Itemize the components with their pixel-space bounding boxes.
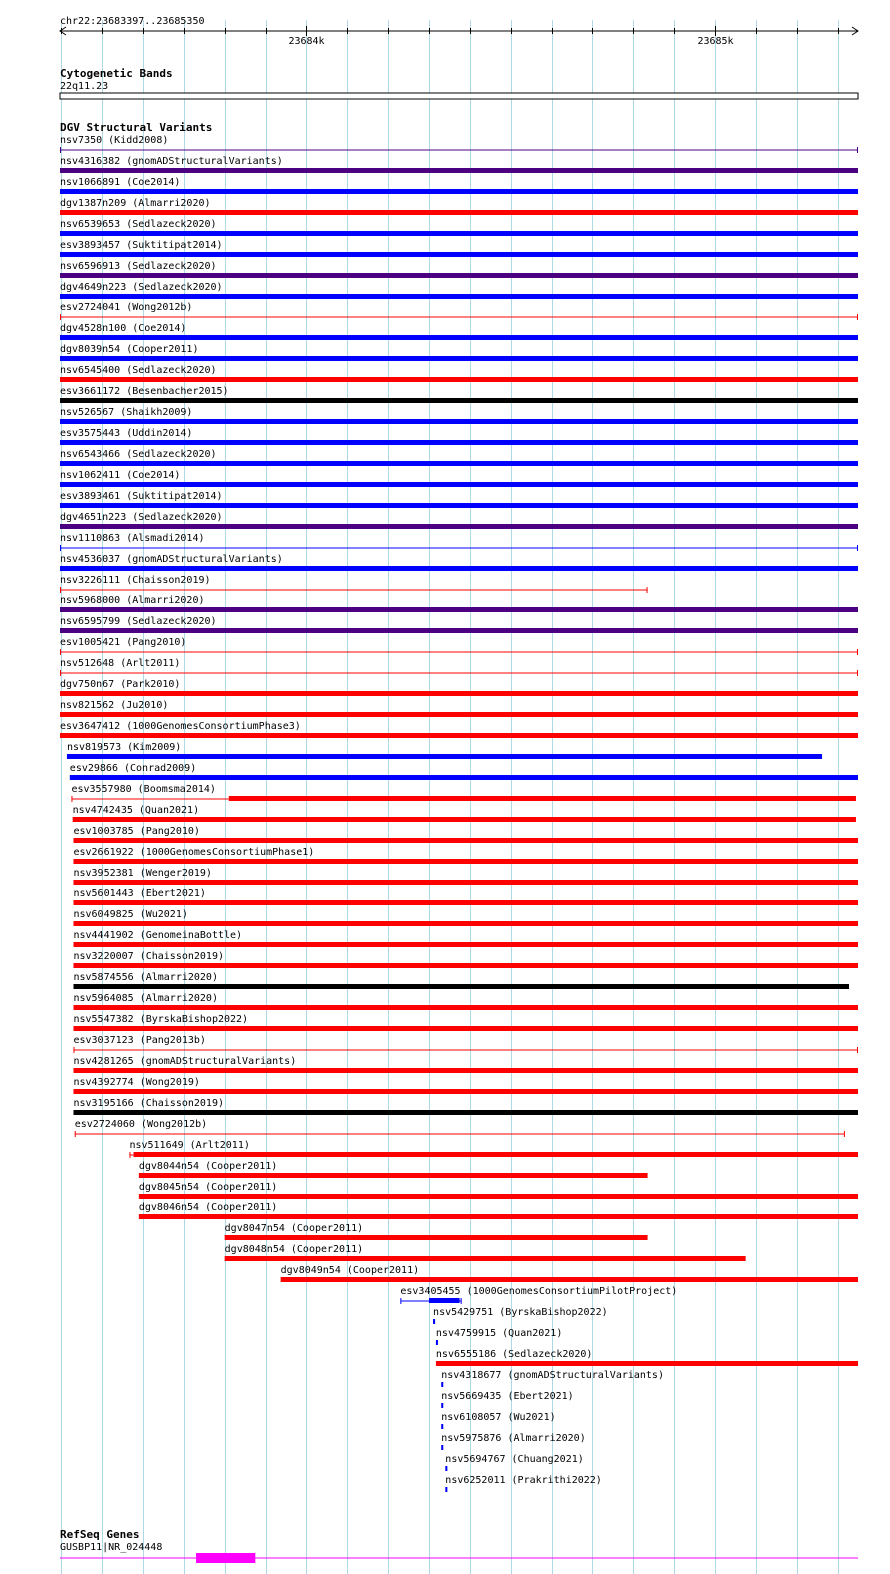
variant-item[interactable] (73, 1014, 858, 1031)
variant-label: nsv5968000 (Almarri2020) (60, 595, 205, 606)
variant-bar[interactable] (60, 335, 858, 340)
variant-label: esv1005421 (Pang2010) (60, 637, 187, 648)
variant-item[interactable] (60, 344, 858, 361)
variant-item[interactable] (73, 1098, 858, 1115)
variant-bar[interactable] (436, 1361, 858, 1366)
variant-bar[interactable] (433, 1319, 435, 1324)
variant-label: esv3661172 (Besenbacher2015) (60, 386, 229, 397)
variant-label: dgv750n67 (Park2010) (60, 679, 181, 690)
variant-item[interactable] (73, 868, 858, 885)
gene-label: GUSBP11|NR_024448 (60, 1542, 163, 1553)
variant-label: esv29866 (Conrad2009) (69, 763, 197, 774)
refseq-track-title: RefSeq Genes (60, 1528, 140, 1541)
variant-item[interactable] (60, 512, 858, 529)
variant-item[interactable] (60, 323, 858, 340)
variant-label: dgv4651n223 (Sedlazeck2020) (60, 512, 223, 523)
variant-item[interactable] (445, 1454, 583, 1471)
variant-label: nsv1110863 (Alsmadi2014) (60, 533, 205, 544)
variant-bar[interactable] (60, 252, 858, 257)
variant-bar[interactable] (73, 817, 856, 822)
variant-label: nsv6108057 (Wu2021) (441, 1412, 556, 1423)
variant-bar[interactable] (60, 566, 858, 571)
variant-label: nsv3952381 (Wenger2019) (73, 868, 212, 879)
variant-label: nsv821562 (Ju2010) (60, 700, 169, 711)
variant-label: nsv6555186 (Sedlazeck2020) (435, 1349, 593, 1360)
variant-bar[interactable] (60, 440, 858, 445)
variant-item[interactable] (60, 491, 858, 508)
position-label: chr22:23683397..23685350 (60, 16, 205, 27)
variant-label: nsv819573 (Kim2009) (66, 742, 182, 753)
variant-item[interactable] (73, 888, 858, 905)
variant-bar[interactable] (73, 838, 858, 843)
variant-label: nsv7350 (Kidd2008) (60, 135, 169, 146)
variant-item[interactable] (60, 135, 858, 153)
variant-bar[interactable] (73, 1068, 858, 1073)
variant-item[interactable] (60, 407, 858, 424)
variant-bar[interactable] (441, 1382, 443, 1387)
cytoband-name: 22q11.23 (60, 81, 109, 92)
variant-bar[interactable] (73, 1005, 858, 1010)
variant-item[interactable] (433, 1307, 608, 1324)
variant-label: nsv4392774 (Wong2019) (73, 1077, 200, 1088)
variant-item[interactable] (60, 658, 858, 676)
variant-item[interactable] (60, 177, 858, 194)
variant-label: nsv5964085 (Almarri2020) (73, 993, 218, 1004)
variant-item[interactable] (400, 1286, 677, 1304)
variant-label: esv3575443 (Uddin2014) (60, 428, 193, 439)
variant-bar[interactable] (60, 231, 858, 236)
variant-label: esv3037123 (Pang2013b) (73, 1035, 206, 1046)
variant-item[interactable] (129, 1140, 858, 1158)
variant-item[interactable] (73, 972, 849, 989)
variant-item[interactable] (139, 1202, 858, 1219)
variant-label: dgv8047n54 (Cooper2011) (224, 1223, 364, 1234)
variant-label: nsv4318677 (gnomADStructuralVariants) (441, 1370, 664, 1381)
variant-item[interactable] (60, 700, 858, 717)
variant-label: nsv512648 (Arlt2011) (60, 658, 181, 669)
variant-bar[interactable] (429, 1298, 460, 1303)
variant-label: nsv511649 (Arlt2011) (129, 1140, 250, 1151)
ruler-ticks (62, 26, 839, 47)
variant-bar[interactable] (73, 1110, 858, 1115)
variant-item[interactable] (73, 1056, 858, 1073)
variant-item[interactable] (73, 909, 858, 926)
variant-item[interactable] (60, 198, 858, 215)
variant-bar[interactable] (60, 733, 858, 738)
variant-label: nsv3195166 (Chaisson2019) (73, 1098, 224, 1109)
variant-label: nsv4759915 (Quan2021) (435, 1328, 563, 1339)
variant-label: dgv1387n209 (Almarri2020) (60, 198, 211, 209)
variant-bar[interactable] (60, 356, 858, 361)
variant-item[interactable] (60, 616, 858, 633)
variant-item[interactable] (70, 763, 858, 780)
variant-bar[interactable] (60, 503, 858, 508)
variant-bar[interactable] (60, 210, 858, 215)
variant-item[interactable] (60, 449, 858, 466)
variant-label: nsv6252011 (Prakrithi2022) (445, 1475, 602, 1486)
variant-item[interactable] (139, 1182, 858, 1199)
variant-bar[interactable] (436, 1340, 438, 1345)
variant-item[interactable] (441, 1412, 555, 1429)
variant-bar[interactable] (139, 1214, 858, 1219)
variant-item[interactable] (73, 951, 858, 968)
variant-label: dgv4649n223 (Sedlazeck2020) (60, 282, 223, 293)
variant-item[interactable] (441, 1391, 573, 1408)
variant-bar[interactable] (445, 1466, 447, 1471)
cytoband-bar[interactable] (60, 93, 858, 99)
variant-item[interactable] (225, 1223, 648, 1240)
variant-bar[interactable] (441, 1445, 443, 1450)
variant-bar[interactable] (73, 859, 858, 864)
variant-label: nsv4441902 (GenomeinaBottle) (73, 930, 243, 941)
variant-item[interactable] (60, 282, 858, 299)
variant-item[interactable] (60, 679, 858, 696)
variant-bar[interactable] (441, 1403, 443, 1408)
variant-bar[interactable] (60, 419, 858, 424)
variant-label: nsv3220007 (Chaisson2019) (73, 951, 224, 962)
variant-item[interactable] (71, 784, 856, 802)
variant-bar[interactable] (60, 168, 858, 173)
variant-item[interactable] (281, 1265, 858, 1282)
variant-label: dgv8045n54 (Cooper2011) (138, 1182, 278, 1193)
variant-label: dgv8044n54 (Cooper2011) (138, 1161, 278, 1172)
variant-item[interactable] (436, 1328, 562, 1345)
variant-bar[interactable] (60, 524, 858, 529)
variant-label: nsv6595799 (Sedlazeck2020) (60, 616, 217, 627)
variant-item[interactable] (60, 575, 648, 593)
cytoband-track[interactable] (60, 67, 858, 99)
variant-bar[interactable] (73, 921, 858, 926)
variant-label: dgv8049n54 (Cooper2011) (280, 1265, 420, 1276)
variant-item[interactable] (60, 240, 858, 257)
variant-item[interactable] (60, 365, 858, 382)
variant-bar[interactable] (73, 900, 858, 905)
variant-bar[interactable] (60, 377, 858, 382)
variant-label: esv2724060 (Wong2012b) (74, 1119, 208, 1130)
variant-item[interactable] (436, 1349, 858, 1366)
variant-item[interactable] (67, 742, 822, 759)
variant-label: nsv1062411 (Coe2014) (60, 470, 181, 481)
ruler-track (60, 16, 858, 47)
variant-item[interactable] (73, 1077, 858, 1094)
variant-item[interactable] (60, 261, 858, 278)
variant-bar[interactable] (445, 1487, 447, 1492)
variant-bar[interactable] (225, 1256, 746, 1261)
variant-label: nsv5975876 (Almarri2020) (441, 1433, 586, 1444)
refseq-track[interactable] (60, 1528, 858, 1563)
variant-label: nsv3226111 (Chaisson2019) (60, 575, 211, 586)
variant-label: dgv8048n54 (Cooper2011) (224, 1244, 364, 1255)
variant-bar[interactable] (60, 398, 858, 403)
variant-list (60, 135, 858, 1492)
variant-bar[interactable] (139, 1173, 648, 1178)
variant-item[interactable] (60, 637, 858, 655)
variant-item[interactable] (139, 1161, 648, 1178)
variant-item[interactable] (60, 595, 858, 612)
variant-label: esv3893461 (Suktitipat2014) (60, 491, 223, 502)
ruler-tick-label: 23684k (288, 36, 325, 47)
variant-bar[interactable] (70, 775, 858, 780)
variant-label: nsv1066891 (Coe2014) (60, 177, 181, 188)
variant-label: nsv5694767 (Chuang2021) (445, 1454, 584, 1465)
variant-label: nsv526567 (Shaikh2009) (60, 407, 193, 418)
variant-item[interactable] (60, 470, 858, 487)
variant-item[interactable] (60, 156, 858, 173)
variant-label: nsv6545400 (Sedlazeck2020) (60, 365, 217, 376)
variant-item[interactable] (445, 1475, 602, 1492)
variant-label: esv3405455 (1000GenomesConsortiumPilotProject) (400, 1286, 678, 1297)
variant-label: dgv8039n54 (Cooper2011) (60, 344, 199, 355)
variant-item[interactable] (60, 554, 858, 571)
variant-item[interactable] (60, 533, 858, 551)
variant-item[interactable] (441, 1433, 586, 1450)
variant-item[interactable] (75, 1119, 845, 1137)
variant-item[interactable] (73, 847, 858, 864)
variant-label: nsv5601443 (Ebert2021) (73, 888, 206, 899)
variant-bar[interactable] (229, 796, 856, 801)
variant-label: nsv4281265 (gnomADStructuralVariants) (73, 1056, 297, 1067)
variant-bar[interactable] (60, 712, 858, 717)
variant-label: nsv6049825 (Wu2021) (73, 909, 188, 920)
variant-bar[interactable] (73, 1089, 858, 1094)
variant-label: esv2661922 (1000GenomesConsortiumPhase1) (73, 847, 315, 858)
variant-bar[interactable] (60, 273, 858, 278)
variant-bar[interactable] (73, 984, 849, 989)
variant-label: nsv4536037 (gnomADStructuralVariants) (60, 554, 283, 565)
variant-bar[interactable] (60, 461, 858, 466)
variant-item[interactable] (73, 826, 858, 843)
variant-bar[interactable] (67, 754, 822, 759)
variant-bar[interactable] (73, 963, 858, 968)
variant-label: nsv5547382 (ByrskaBishop2022) (73, 1014, 249, 1025)
variant-bar[interactable] (60, 607, 858, 612)
variant-bar[interactable] (60, 482, 858, 487)
variant-bar[interactable] (139, 1194, 858, 1199)
variant-item[interactable] (60, 386, 858, 403)
variant-bar[interactable] (73, 880, 858, 885)
variant-item[interactable] (225, 1244, 746, 1261)
variant-label: esv2724041 (Wong2012b) (60, 302, 193, 313)
gene-exon[interactable] (196, 1553, 255, 1563)
variant-bar[interactable] (73, 942, 858, 947)
variant-label: nsv6596913 (Sedlazeck2020) (60, 261, 217, 272)
variant-label: esv1003785 (Pang2010) (73, 826, 200, 837)
variant-label: nsv5669435 (Ebert2021) (441, 1391, 574, 1402)
variant-label: nsv5874556 (Almarri2020) (73, 972, 218, 983)
ruler-tick-label: 23685k (697, 36, 734, 47)
variant-item[interactable] (60, 428, 858, 445)
variant-label: esv3893457 (Suktitipat2014) (60, 240, 223, 251)
cytoband-track-title: Cytogenetic Bands (60, 67, 173, 80)
variant-bar[interactable] (60, 628, 858, 633)
variant-item[interactable] (73, 805, 856, 822)
variant-label: esv3647412 (1000GenomesConsortiumPhase3) (60, 721, 301, 732)
variant-bar[interactable] (60, 189, 858, 194)
variant-bar[interactable] (225, 1235, 648, 1240)
variant-item[interactable] (73, 930, 858, 947)
variant-item[interactable] (60, 302, 858, 320)
variant-bar[interactable] (134, 1152, 858, 1157)
variant-label: nsv4742435 (Quan2021) (72, 805, 200, 816)
variant-item[interactable] (60, 721, 858, 738)
variant-bar[interactable] (73, 1026, 858, 1031)
variant-label: dgv8046n54 (Cooper2011) (138, 1202, 278, 1213)
variant-item[interactable] (60, 219, 858, 236)
variant-bar[interactable] (60, 691, 858, 696)
dgv-track-title: DGV Structural Variants (60, 121, 213, 134)
variant-label: nsv4316382 (gnomADStructuralVariants) (60, 156, 283, 167)
variant-label: nsv6543466 (Sedlazeck2020) (60, 449, 217, 460)
variant-label: nsv6539653 (Sedlazeck2020) (60, 219, 217, 230)
variant-bar[interactable] (441, 1424, 443, 1429)
variant-label: nsv5429751 (ByrskaBishop2022) (433, 1307, 608, 1318)
variant-label: dgv4528n100 (Coe2014) (60, 323, 187, 334)
variant-item[interactable] (73, 1035, 858, 1053)
variant-bar[interactable] (60, 294, 858, 299)
variant-bar[interactable] (281, 1277, 858, 1282)
variant-label: esv3557980 (Boomsma2014) (71, 784, 216, 795)
dgv-track[interactable] (60, 121, 858, 1492)
variant-item[interactable] (73, 993, 858, 1010)
